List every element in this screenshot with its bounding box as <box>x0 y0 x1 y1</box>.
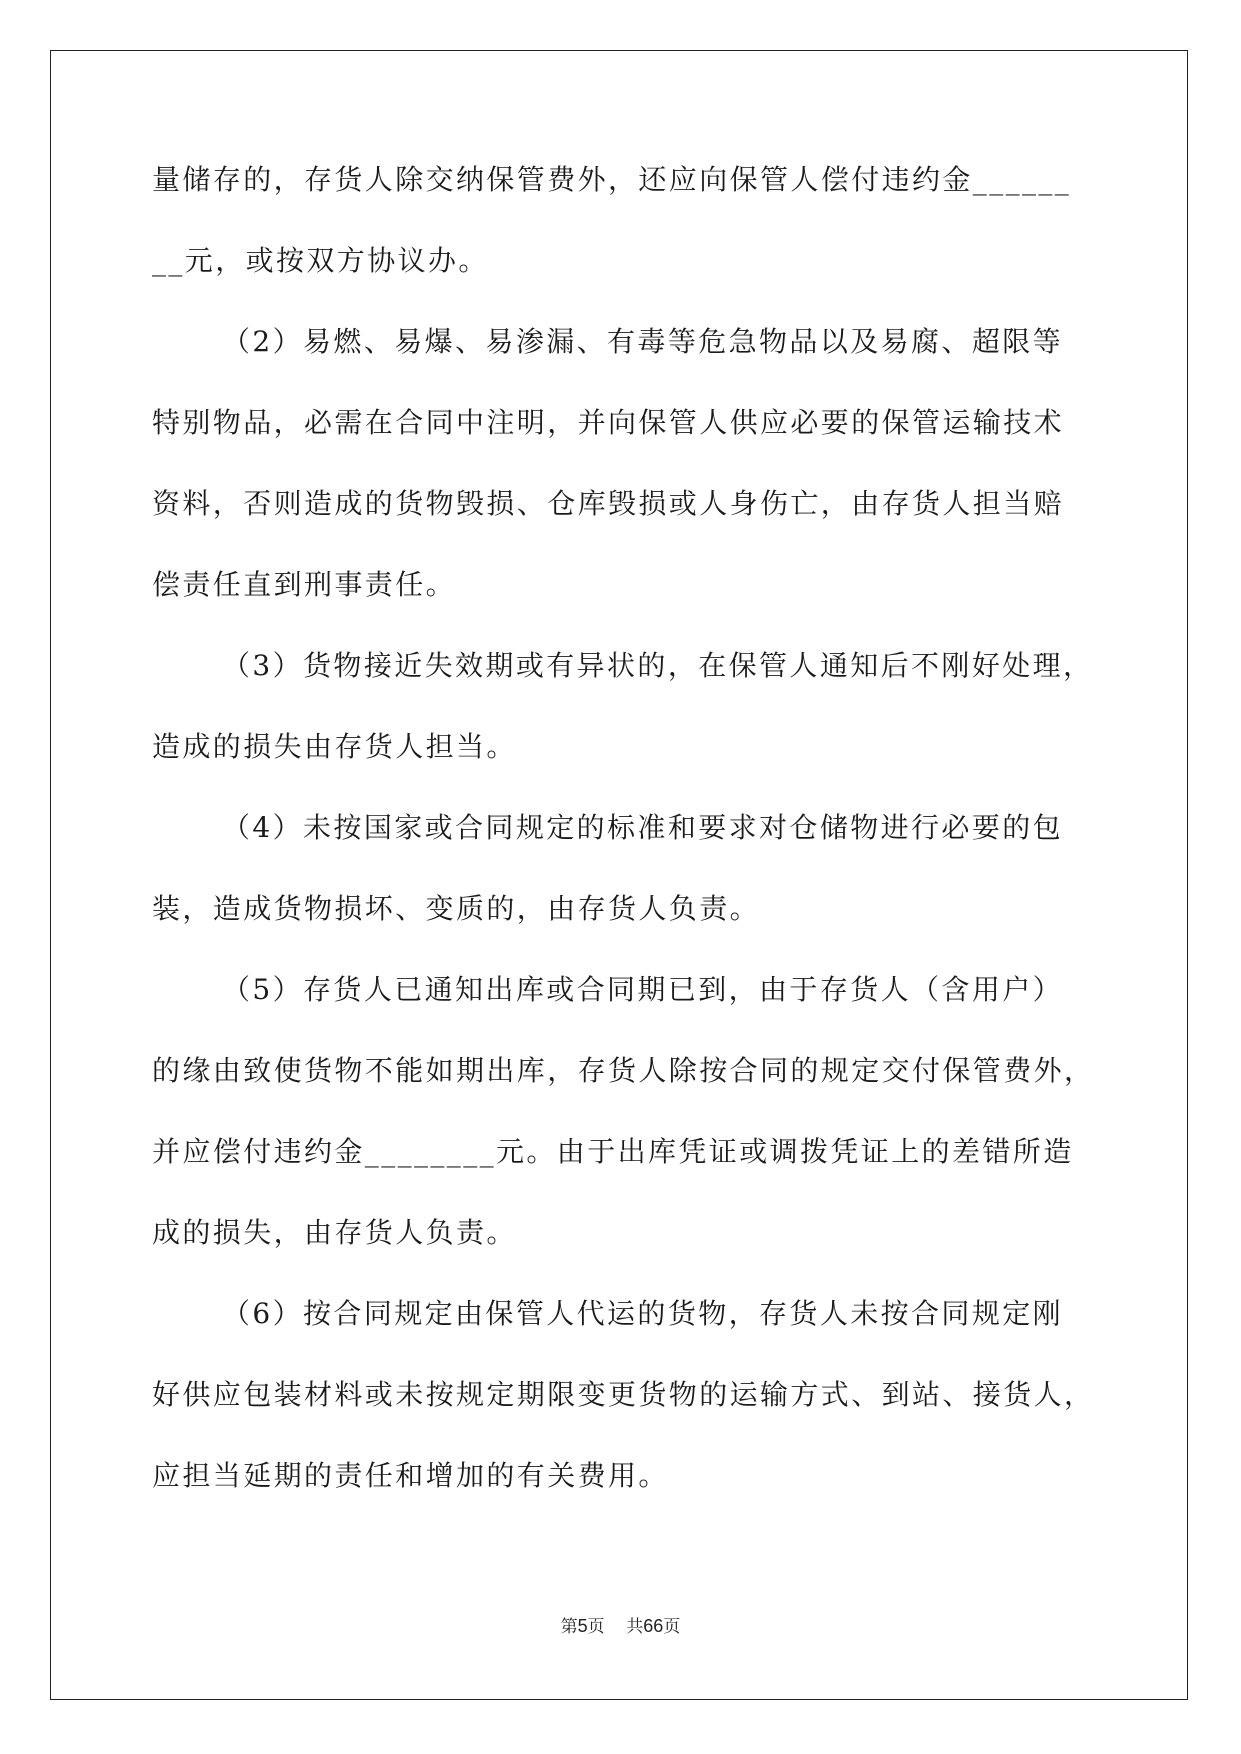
paragraph-5-line: （5）存货人已通知出库或合同期已到，由于存货人（含用户） <box>222 973 1064 1006</box>
body-line: 偿责任直到刑事责任。 <box>152 568 457 601</box>
paragraph-6-line: （6）按合同规定由保管人代运的货物，存货人未按合同规定刚 <box>222 1297 1064 1330</box>
body-line: 成的损失，由存货人负责。 <box>152 1216 517 1249</box>
total-prefix: 共 <box>626 1617 644 1637</box>
body-line: 并应偿付违约金________元。由于出库凭证或调拨凭证上的差错所造 <box>152 1135 1074 1168</box>
page-prefix: 第 <box>560 1617 578 1637</box>
body-line: 应担当延期的责任和增加的有关费用。 <box>152 1459 669 1492</box>
paragraph-2-line: （2）易燃、易爆、易渗漏、有毒等危急物品以及易腐、超限等 <box>222 325 1064 358</box>
body-line: 造成的损失由存货人担当。 <box>152 730 517 763</box>
body-line: 的缘由致使货物不能如期出库，存货人除按合同的规定交付保管费外， <box>152 1054 1095 1087</box>
page-footer <box>0 1612 1241 1637</box>
body-line: 好供应包装材料或未按规定期限变更货物的运输方式、到站、接货人， <box>152 1378 1095 1411</box>
total-pages: 66 <box>643 1616 664 1636</box>
paragraph-4-line: （4）未按国家或合同规定的标准和要求对仓储物进行必要的包 <box>222 811 1064 844</box>
total-suffix: 页 <box>663 1617 681 1637</box>
body-line: __元，或按双方协议办。 <box>152 244 489 277</box>
body-line: 特别物品，必需在合同中注明，并向保管人供应必要的保管运输技术 <box>152 406 1065 439</box>
page-number: 5 <box>577 1616 588 1636</box>
body-line: 装，造成货物损坏、变质的，由存货人负责。 <box>152 892 761 925</box>
body-line: 量储存的，存货人除交纳保管费外，还应向保管人偿付违约金______ <box>152 163 1072 196</box>
document-body <box>152 160 1095 1537</box>
body-line: 资料，否则造成的货物毁损、仓库毁损或人身伤亡，由存货人担当赔 <box>152 487 1065 520</box>
page-suffix: 页 <box>587 1617 605 1637</box>
paragraph-3-line: （3）货物接近失效期或有异状的，在保管人通知后不刚好处理， <box>222 649 1094 682</box>
